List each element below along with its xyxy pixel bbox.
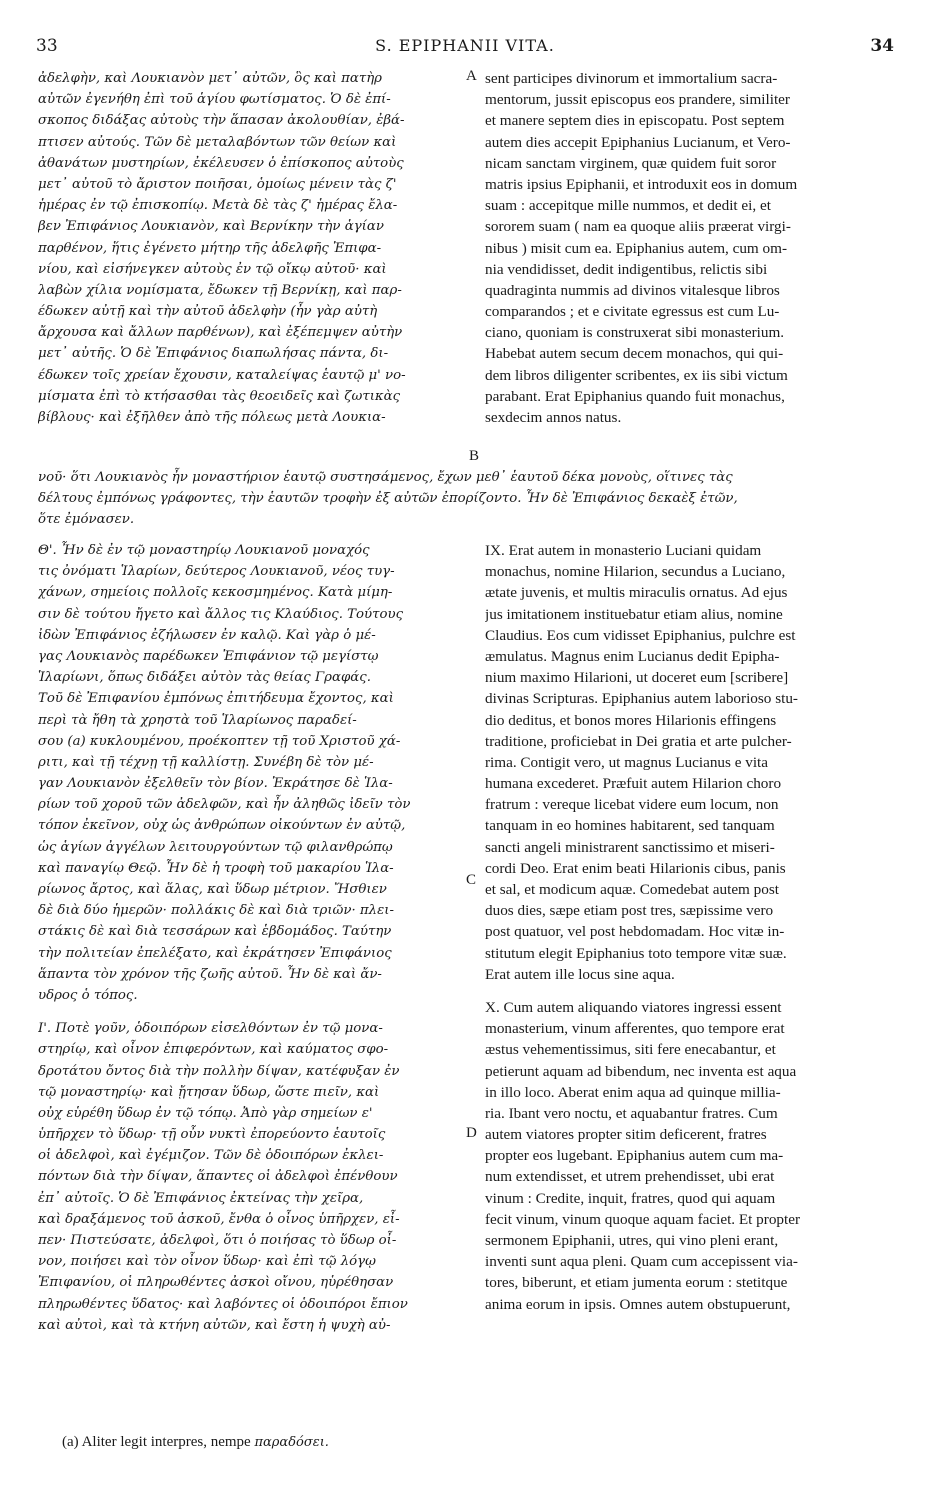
greek-section-ix-line: Θ'. Ἦν δὲ ἐν τῷ μοναστηρίῳ Λουκιανοῦ μοναχός — [38, 543, 370, 558]
latin-text-line: nia vendidisset, dedit indigentibus, relictis sibi — [485, 260, 768, 278]
margin-letter-a: A — [466, 68, 477, 84]
latin-text-line: suam : accepitque mille nummos, et dedit ei, et — [485, 197, 771, 215]
latin-section-ix-line: dio deditus, et bonos mores Hilarionis effingens — [485, 711, 777, 729]
greek-text-line: νίου, καὶ εἰσήνεγκεν αὐτοὺς ἐν τῷ οἴκῳ αὐτοῦ· καὶ — [38, 261, 387, 277]
greek-text-line: ἀδελφὴν, καὶ Λουκιανὸν μετ᾽ αὐτῶν, ὃς καὶ πατὴρ — [38, 71, 382, 86]
latin-text-line: autem dies accepit Epiphanius Lucianum, et Vero- — [485, 133, 791, 151]
greek-section-x-line: πόντων διὰ τὴν δίψαν, ἅπαντες οἱ ἀδελφοὶ ἐπένθουν — [38, 1169, 398, 1185]
greek-section-ix-line: ρίων τοῦ χοροῦ τῶν ἀδελφῶν, καὶ ἦν ἀληθῶς ἰδεῖν τὸν — [38, 797, 411, 813]
latin-text-line: sororem suam ( nam ea quoque aliis præerat virgi- — [485, 218, 791, 236]
latin-text-line: mentorum, jussit episcopus eos prandere, similiter — [485, 91, 790, 109]
latin-text-line: dem libros diligenter scribentes, ex iis sibi victum — [485, 366, 788, 384]
greek-section-ix-line: γας Λουκιανὸς παρέδωκεν Ἐπιφάνιον τῷ μεγίστῳ — [38, 648, 379, 664]
latin-column-lower — [485, 540, 893, 1315]
latin-text-line: nibus ) misit cum ea. Epiphanius autem, cum om- — [485, 239, 788, 257]
right-page-number: 34 — [870, 36, 894, 56]
latin-section-ix-line: humana excederet. Præfuit autem Hilarion choro — [485, 775, 782, 793]
greek-section-ix-line: δὲ διὰ δύο ἡμερῶν· πολλάκις δὲ καὶ διὰ τριῶν· πλει- — [38, 903, 394, 919]
greek-section-ix-line: καὶ παναγίῳ Θεῷ. Ἦν δὲ ἡ τροφὴ τοῦ μακαρίου Ἱλα- — [38, 860, 394, 876]
greek-section-ix-line: Ἱλαρίωνι, ὅπως διδάξει αὐτὸν τὰς θείας Γραφάς. — [38, 670, 371, 686]
latin-section-x-line: monasterium, vinum afferentes, quo tempore erat — [485, 1020, 785, 1038]
latin-section-ix-line: duos dies, sæpe etiam post tres, sæpissime vero — [485, 902, 774, 920]
greek-section-x-line: πεν· Πιστεύσατε, ἀδελφοὶ, ὅτι ὁ ποιήσας τὸ ὕδωρ οἶ- — [38, 1233, 397, 1248]
latin-section-x-line: ria. Ibant vero noctu, et aquabantur fratres. Cum — [485, 1104, 778, 1122]
greek-section-x-line: πληρωθέντες ὕδατος· καὶ λαβόντες οἱ ὁδοιπόροι ἔπιον — [38, 1296, 408, 1312]
left-page-number: 33 — [36, 36, 58, 56]
latin-section-ix-line: nium maximo Hilarioni, ut doceret eum [scribere] — [485, 669, 789, 687]
greek-section-x-line: Ι'. Ποτὲ γοῦν, ὁδοιπόρων εἰσελθόντων ἐν τῷ μονα- — [38, 1021, 383, 1037]
greek-section-ix-line: σιν δὲ τούτου ἤγετο καὶ ἄλλος τις Κλαύδιος. Τούτους — [38, 606, 404, 622]
latin-section-ix-line: tanquam in eo homines habitarent, sed tanquam — [485, 817, 775, 835]
greek-text-line: ἄρχουσα καὶ ἄλλων παρθένων), καὶ ἐξέπεμψεν αὐτὴν — [38, 325, 403, 341]
margin-letter-c: C — [466, 872, 477, 888]
greek-section-x-line: Ἐπιφανίου, οἱ πληρωθέντες ἀσκοὶ οἴνου, ηὑρέθησαν — [38, 1275, 394, 1291]
greek-section-x-line: στηρίῳ, καὶ οἶνον ἐπιφερόντων, καὶ καύματος σφο- — [38, 1042, 389, 1058]
greek-text-line: μετ᾽ αὐτῆς. Ὁ δὲ Ἐπιφάνιος διαπωλήσας πάντα, δι- — [38, 346, 389, 362]
latin-section-x-line: in illo loco. Aberat enim aqua ad quinque millia- — [485, 1083, 781, 1101]
greek-section-x-line: καὶ αὐτοὶ, καὶ τὰ κτήνη αὐτῶν, καὶ ἔστη ἡ ψυχὴ αὐ- — [38, 1317, 391, 1333]
spanning-text-line: δέλτους ἐμπόνως γράφοντες, τὴν ἑαυτῶν τροφὴν ἐξ αὐτῶν ἐπορίζοντο. Ἦν δὲ Ἐπιφάνιος δεκαὲξ ἐτῶν, — [38, 491, 738, 507]
greek-text-line: μετ᾽ αὐτοῦ τὸ ἄριστον ποιῆσαι, ὁμοίως μένειν τὰς ζ' — [38, 176, 397, 192]
latin-text-line: et manere septem dies in episcopatu. Post septem — [485, 112, 785, 130]
latin-section-ix-line: sancti angeli ministrarent sanctissimo et miseri- — [485, 838, 775, 856]
greek-section-ix-line: σου (a) κυκλουμένου, προέκοπτεν τῇ τοῦ Χριστοῦ χά- — [38, 733, 401, 749]
latin-section-ix-line: divinas Scripturas. Epiphanius autem laborioso stu- — [485, 690, 798, 708]
greek-section-ix-line: υδρος ὁ τόπος. — [38, 987, 138, 1003]
latin-section-ix-line: Claudius. Eos cum vidisset Epiphanius, pulchre est — [485, 626, 796, 644]
greek-text-line: βίβλους· καὶ ἐξῆλθεν ἀπὸ τῆς πόλεως μετὰ Λουκια- — [38, 410, 386, 425]
spanning-lines — [38, 467, 898, 531]
greek-section-ix-line: γαν Λουκιανὸν ἐξελθεῖν τὸν βίον. Ἐκράτησε δὲ Ἱλα- — [38, 776, 393, 792]
greek-section-ix-line: ἰδὼν Ἐπιφάνιος ἐζήλωσεν ἐν καλῷ. Καὶ γὰρ ὁ μέ- — [38, 627, 376, 643]
latin-section-x-line: fecit vinum, vinum quoque aquam faciet. Et propter — [485, 1210, 801, 1228]
spanning-text-line: ὅτε ἐμόνασεν. — [38, 512, 135, 528]
footnote-text: Aliter legit interpres, nempe — [81, 1434, 251, 1450]
latin-column-top — [485, 68, 893, 428]
greek-text-line: ἀθανάτων μυστηρίων, ἐκέλευσεν ὁ ἐπίσκοπος αὐτοὺς — [38, 155, 404, 171]
latin-section-x-line: æstus vehementissimus, siti fere enecabantur, et — [485, 1041, 776, 1059]
paragraph-gap — [485, 985, 893, 997]
greek-text-line: μίσματα ἐπὶ τὸ κτήσασθαι τὰς θεοειδεῖς καὶ ζωτικὰς — [38, 388, 401, 404]
latin-section-x-line: vinum : Credite, inquit, fratres, quod qui aquam — [485, 1189, 776, 1207]
margin-letter-b: B — [469, 448, 480, 464]
latin-section-ix-line: Erat autem ille locus sine aqua. — [485, 965, 675, 983]
latin-text-line: matris ipsius Epiphanii, et introduxit eos in domum — [485, 175, 798, 193]
latin-section-x-line: petierunt aquam ad bibendum, nec inventa est aqua — [485, 1062, 797, 1080]
greek-section-x-line: τῷ μοναστηρίῳ· καὶ ᾔτησαν ὕδωρ, ὥστε πιεῖν, καὶ — [38, 1084, 380, 1100]
latin-section-x-line: propter eos lugebant. Epiphanius autem cum ma- — [485, 1147, 784, 1165]
greek-text-line: βεν Ἐπιφάνιος Λουκιανὸν, καὶ Βερνίκην τὴν ἁγίαν — [38, 219, 384, 235]
greek-section-ix-line: περὶ τὰ ἤθη τὰ χρηστὰ τοῦ Ἱλαρίωνος παραδεί- — [38, 712, 357, 728]
latin-section-ix-line: jus imitationem instituebatur etiam alius, nomine — [485, 605, 783, 623]
greek-section-x-line: οἱ ἀδελφοὶ, καὶ ἐγέμιζον. Τῶν δὲ ὁδοιπόρων ἐκλει- — [38, 1148, 384, 1164]
greek-text-line: αὐτῶν ἐγενήθη ἐπὶ τοῦ ἁγίου φωτίσματος. Ὁ δὲ ἐπί- — [38, 92, 391, 108]
greek-column-top — [38, 68, 458, 428]
latin-section-ix-line: fratrum : vereque licebat videre eum locum, non — [485, 796, 779, 814]
greek-section-ix-line: ριτι, καὶ τῇ τέχνῃ τῇ καλλίστῃ. Συνέβη δὲ τὸν μέ- — [38, 754, 374, 770]
greek-section-ix-line: τις ὀνόματι Ἱλαρίων, δεύτερος Λουκιανοῦ, νέος τυγ- — [38, 564, 395, 580]
greek-text-line: ἡμέρας ἐν τῷ ἐπισκοπίῳ. Μετὰ δὲ τὰς ζ' ἡμέρας ἔλα- — [38, 198, 398, 214]
greek-section-ix-line: ὡς ἁγίων ἀγγέλων λειτουργούντων τῷ φιλανθρώπῳ — [38, 839, 393, 855]
latin-section-x-line: inventi sunt aqua pleni. Quam cum accepissent via- — [485, 1253, 798, 1271]
greek-section-x-line: οὐχ εὑρέθη ὕδωρ ἐν τῷ τόπῳ. Ἀπὸ γὰρ σημείων ε' — [38, 1105, 373, 1121]
latin-text-line: quadraginta nummis ad divinos vitalesque libros — [485, 281, 780, 299]
greek-section-ix-line: τὴν πολιτείαν ἐπελέξατο, καὶ ἐκράτησεν Ἐπιφάνιος — [38, 945, 392, 961]
greek-text-line: πτισεν αὐτούς. Τῶν δὲ μεταλαβόντων τῶν θείων καὶ — [38, 134, 397, 150]
paragraph-gap — [38, 1006, 458, 1018]
latin-section-ix-line: rima. Contigit vero, ut magnus Lucianus e vita — [485, 753, 769, 771]
latin-section-x-line: sermonem Epiphanii, utres, qui vino pleni erant, — [485, 1232, 779, 1249]
running-title: S. EPIPHANII VITA. — [375, 36, 555, 55]
latin-section-ix-line: IX. Erat autem in monasterio Luciani quidam — [485, 542, 762, 559]
greek-section-x-line: ὑπῆρχεν τὸ ὕδωρ· τῇ οὖν νυκτὶ ἐπορεύοντο ἑαυτοῖς — [38, 1127, 386, 1143]
greek-text-line: έδωκεν αὐτῇ καὶ τὴν αὐτοῦ ἀδελφὴν (ἦν γὰρ αὐτὴ — [38, 304, 378, 320]
greek-section-ix-line: ρίωνος ἄρτος, καὶ ἅλας, καὶ ὕδωρ μέτριον. Ἤσθιεν — [38, 882, 387, 897]
latin-section-x-line: anima eorum in ipsis. Omnes autem obstupuerunt, — [485, 1295, 791, 1313]
footnote — [62, 1434, 329, 1451]
spanning-text-line: νοῦ· ὅτι Λουκιανὸς ἦν μοναστήριον ἑαυτῷ συστησάμενος, ἔχων μεθ᾽ ἑαυτοῦ δέκα μονοὺς, οἵτινες τὰς — [38, 470, 733, 485]
latin-section-x-line: autem viatores propter sitim deficerent, fratres — [485, 1126, 767, 1144]
greek-section-x-line: δροτάτου ὄντος διὰ τὴν πολλὴν δίψαν, κατέφυξαν ἐν — [38, 1063, 400, 1079]
latin-text-line: nicam sanctam virginem, quæ quidem fuit soror — [485, 154, 777, 172]
greek-section-ix-line: χάνων, σημείοις πολλοῖς κεκοσμημένος. Κατὰ μίμη- — [38, 585, 393, 601]
greek-section-ix-line: Τοῦ δὲ Ἐπιφανίου ἐμπόνως ἐπιτήδευμα ἔχοντος, καὶ — [38, 691, 394, 707]
greek-text-line: έδωκεν τοῖς χρείαν ἔχουσιν, καταλείψας ἑαυτῷ μ' νο- — [38, 367, 406, 383]
latin-section-ix-line: post quatuor, vel post hebdomadam. Hoc vitæ in- — [485, 923, 785, 941]
greek-text-line: σκοπος διδάξας αὐτοὺς τὴν ἅπασαν ἀκολουθίαν, ἐβά- — [38, 113, 405, 129]
greek-section-x-line: νον, ποιήσει καὶ τὸν οἶνον ὕδωρ· καὶ ἐπὶ τῷ λόγῳ — [38, 1254, 376, 1270]
latin-section-x-line: num extendisset, et utrem prehendisset, ubi erat — [485, 1168, 775, 1186]
latin-section-ix-line: æmulatus. Magnus enim Lucianus dedit Epipha- — [485, 647, 780, 665]
greek-text-line: παρθένον, ἥτις ἐγένετο μήτηρ τῆς ἀδελφῆς Ἐπιφα- — [38, 240, 382, 256]
latin-section-ix-line: stitutum elegit Epiphanius toto tempore vitæ suæ. — [485, 944, 787, 962]
footnote-greek: παραδόσει. — [254, 1435, 329, 1450]
latin-section-ix-line: cordi Deo. Erat enim beati Hilarionis cibus, panis — [485, 859, 786, 877]
latin-section-x-line: X. Cum autem aliquando viatores ingressi essent — [485, 998, 782, 1016]
latin-section-ix-line: et sal, et modicum aquæ. Comedebat autem post — [485, 881, 779, 898]
latin-section-ix-line: ætate juvenis, et multis miraculis ornatus. Ad ejus — [485, 584, 788, 602]
greek-section-ix-line: ἅπαντα τὸν χρόνον τῆς ζωῆς αὐτοῦ. Ἦν δὲ καὶ ἄν- — [38, 966, 382, 982]
footnote-marker: (a) — [62, 1434, 79, 1450]
latin-text-line: sent participes divinorum et immortalium sacra- — [485, 70, 778, 87]
latin-text-line: ciano, quoniam is construxerat sibi monasterium. — [485, 324, 785, 342]
greek-section-x-line: καὶ δραξάμενος τοῦ ἀσκοῦ, ἔνθα ὁ οἶνος ὑπῆρχεν, εἶ- — [38, 1211, 400, 1227]
running-header — [36, 36, 894, 58]
greek-section-ix-line: στάκις δὲ καὶ διὰ τεσσάρων καὶ ἑβδομάδος. Ταύτην — [38, 924, 392, 940]
greek-section-x-line: ἐπ᾽ αὐτοῖς. Ὁ δὲ Ἐπιφάνιος ἐκτείνας τὴν χεῖρα, — [38, 1190, 364, 1206]
greek-column-lower — [38, 540, 458, 1336]
greek-text-line: λαβὼν χίλια νομίσματα, ἔδωκεν τῇ Βερνίκῃ, καὶ παρ- — [38, 282, 402, 298]
latin-section-ix-line: monachus, nomine Hilarion, secundus a Luciano, — [485, 563, 786, 581]
latin-text-line: Habebat autem secum decem monachos, qui qui- — [485, 345, 784, 363]
latin-text-line: sexdecim annos natus. — [485, 409, 622, 426]
greek-section-ix-line: τόπον ἐκεῖνον, οὐχ ὡς ἀνθρώπων οἰκούντων ἐν αὐτῷ, — [38, 818, 406, 834]
latin-section-x-line: tores, biberunt, et etiam jumenta eorum : stetitque — [485, 1274, 788, 1292]
latin-text-line: parabant. Erat Epiphanius quando fuit monachus, — [485, 387, 785, 405]
margin-letter-d: D — [466, 1125, 477, 1141]
latin-section-ix-line: traditione, proficiebat in Dei gratia et arte pulcher- — [485, 732, 792, 750]
latin-text-line: comparandos ; et e civitate egressus est cum Lu- — [485, 303, 780, 321]
